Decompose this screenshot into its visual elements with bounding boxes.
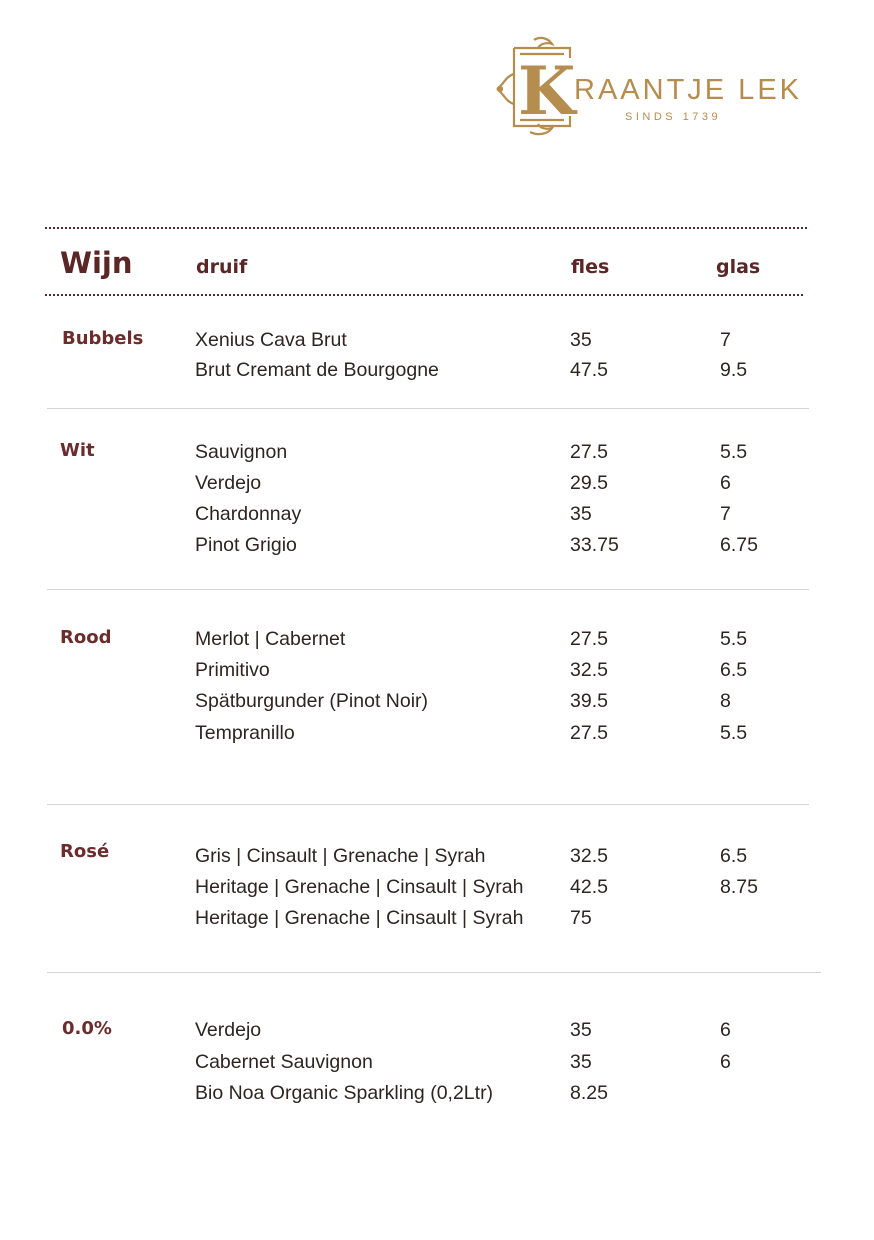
glass-price: 5.5 xyxy=(720,628,748,650)
menu-row xyxy=(0,687,874,715)
brand-name: RAANTJE LEK xyxy=(574,74,802,106)
bottle-price: 32.5 xyxy=(570,659,608,681)
column-header-grape: druif xyxy=(196,256,248,278)
bottle-price: 27.5 xyxy=(570,628,608,650)
bottle-price: 27.5 xyxy=(570,722,608,744)
menu-row xyxy=(0,1048,874,1076)
wine-name: Chardonnay xyxy=(195,503,302,525)
wine-name: Gris | Cinsault | Grenache | Syrah xyxy=(195,845,486,867)
menu-row xyxy=(0,625,874,653)
section-label-rose: Rosé xyxy=(60,841,110,862)
wine-name: Sauvignon xyxy=(195,441,288,463)
glass-price: 5.5 xyxy=(720,441,748,463)
wine-name: Tempranillo xyxy=(195,722,295,744)
glass-price: 9.5 xyxy=(720,359,748,381)
wine-name: Verdejo xyxy=(195,472,262,494)
bottle-price: 42.5 xyxy=(570,876,608,898)
header-bottom-divider xyxy=(45,294,803,296)
section-divider xyxy=(47,408,809,409)
menu-row xyxy=(0,531,874,559)
wine-name: Primitivo xyxy=(195,659,270,681)
bottle-price: 29.5 xyxy=(570,472,608,494)
monogram-emblem-icon xyxy=(494,36,584,136)
menu-row xyxy=(0,719,874,747)
menu-row xyxy=(0,873,874,901)
bottle-price: 35 xyxy=(570,329,592,351)
menu-row xyxy=(0,1079,874,1107)
bottle-price: 47.5 xyxy=(570,359,608,381)
menu-row xyxy=(0,656,874,684)
glass-price: 5.5 xyxy=(720,722,748,744)
section-divider xyxy=(47,804,809,805)
brand-tagline: SINDS 1739 xyxy=(625,111,722,123)
bottle-price: 35 xyxy=(570,1019,592,1041)
section-label-wit: Wit xyxy=(60,440,95,461)
glass-price: 7 xyxy=(720,503,731,525)
menu-row xyxy=(0,326,874,354)
section-label-rood: Rood xyxy=(60,627,112,648)
bottle-price: 33.75 xyxy=(570,534,619,556)
wine-name: Merlot | Cabernet xyxy=(195,628,346,650)
bottle-price: 75 xyxy=(570,907,592,929)
menu-row xyxy=(0,842,874,870)
bottle-price: 35 xyxy=(570,1051,592,1073)
menu-row xyxy=(0,356,874,384)
bottle-price: 35 xyxy=(570,503,592,525)
wine-name: Verdejo xyxy=(195,1019,262,1041)
menu-row xyxy=(0,438,874,466)
header-top-divider xyxy=(45,227,807,229)
wine-name: Bio Noa Organic Sparkling (0,2Ltr) xyxy=(195,1082,494,1104)
glass-price: 6 xyxy=(720,1051,731,1073)
section-label-alcohol-free: 0.0% xyxy=(62,1018,112,1039)
bottle-price: 32.5 xyxy=(570,845,608,867)
glass-price: 6.5 xyxy=(720,845,748,867)
glass-price: 8.75 xyxy=(720,876,758,898)
menu-row xyxy=(0,500,874,528)
glass-price: 8 xyxy=(720,690,731,712)
glass-price: 6.75 xyxy=(720,534,758,556)
section-label-bubbels: Bubbels xyxy=(62,328,144,349)
glass-price: 6.5 xyxy=(720,659,748,681)
bottle-price: 39.5 xyxy=(570,690,608,712)
section-divider xyxy=(47,972,821,973)
bottle-price: 27.5 xyxy=(570,441,608,463)
page-title: Wijn xyxy=(60,246,133,280)
menu-row xyxy=(0,904,874,932)
glass-price: 7 xyxy=(720,329,731,351)
menu-row xyxy=(0,469,874,497)
wine-name: Xenius Cava Brut xyxy=(195,329,347,351)
wine-name: Heritage | Grenache | Cinsault | Syrah xyxy=(195,907,524,929)
section-divider xyxy=(47,589,809,590)
brand-logo xyxy=(494,36,804,136)
glass-price: 6 xyxy=(720,1019,731,1041)
wine-name: Cabernet Sauvignon xyxy=(195,1051,373,1073)
glass-price: 6 xyxy=(720,472,731,494)
bottle-price: 8.25 xyxy=(570,1082,608,1104)
column-header-bottle: fles xyxy=(571,256,610,278)
menu-row xyxy=(0,1016,874,1044)
wine-name: Brut Cremant de Bourgogne xyxy=(195,359,439,381)
monogram-letter: K xyxy=(518,52,576,130)
wine-name: Spätburgunder (Pinot Noir) xyxy=(195,690,429,712)
wine-name: Pinot Grigio xyxy=(195,534,297,556)
column-header-glass: glas xyxy=(716,256,761,278)
wine-name: Heritage | Grenache | Cinsault | Syrah xyxy=(195,876,524,898)
